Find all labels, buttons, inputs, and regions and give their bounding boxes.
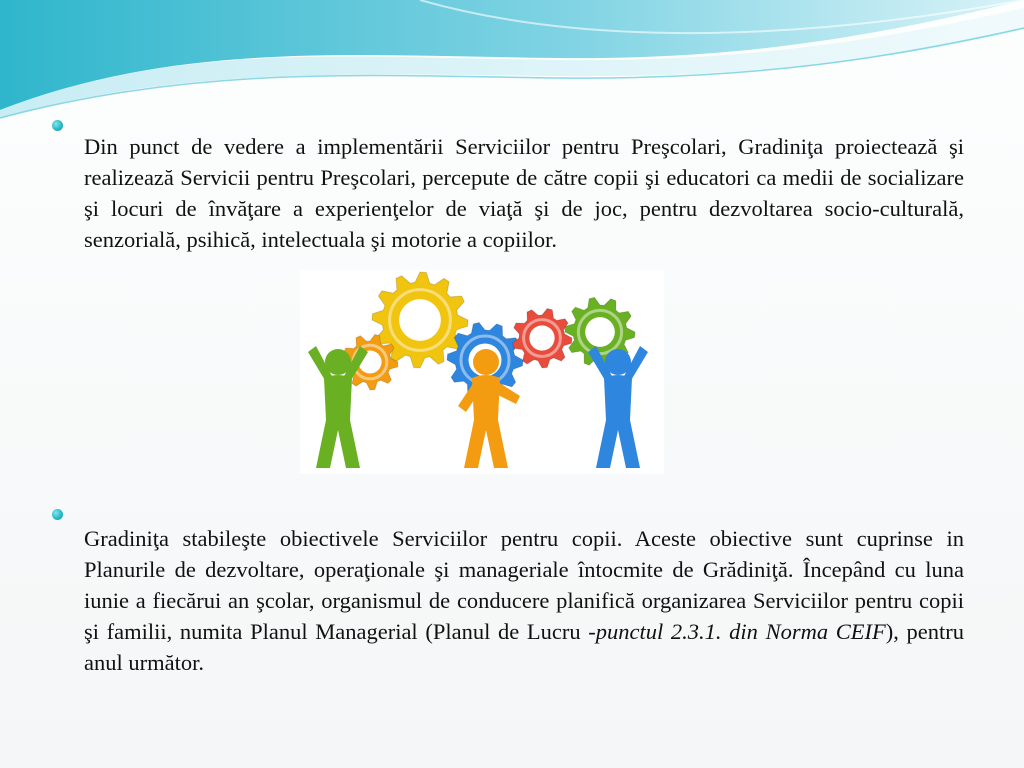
bullet-text-2-main: Gradiniţa stabileşte obiectivele Serviciilor pentru copii. Aceste obiective sunt cuprinse in Planurile de dezvoltare, operaţionale şi manageriale întocmite de Grădiniţă. Începând cu luna iunie a fiecărui an şcolar, organismul de conducere planifică organizarea Serviciilor pentru copii şi familii, numita Planul Managerial (Planul de Lucru bbox=[84, 525, 964, 644]
bullet-item-2 bbox=[52, 500, 964, 700]
bullet-item-1 bbox=[52, 108, 964, 277]
gears-teamwork-illustration bbox=[300, 270, 664, 474]
bullet-text-2-end: ), pentru anul următor. bbox=[84, 618, 965, 675]
bullet-text-2 bbox=[84, 523, 964, 678]
bullet-icon bbox=[52, 120, 63, 131]
bullet-icon bbox=[52, 509, 63, 520]
bullet-text-2-reference: -punctul 2.3.1. din Norma CEIF bbox=[588, 618, 886, 644]
bullet-text-1: Din punct de vedere a implementării Serviciilor pentru Preşcolari, Gradiniţa proiectează şi realizează Servicii pentru Preşcolari, percepute de către copii şi educatori ca medii de socializare şi locuri de învăţare a experienţelor de viaţă şi de joc, pentru dezvoltarea socio-culturală, senzorială, psihică, intelectuala şi motorie a copiilor. bbox=[84, 133, 964, 252]
